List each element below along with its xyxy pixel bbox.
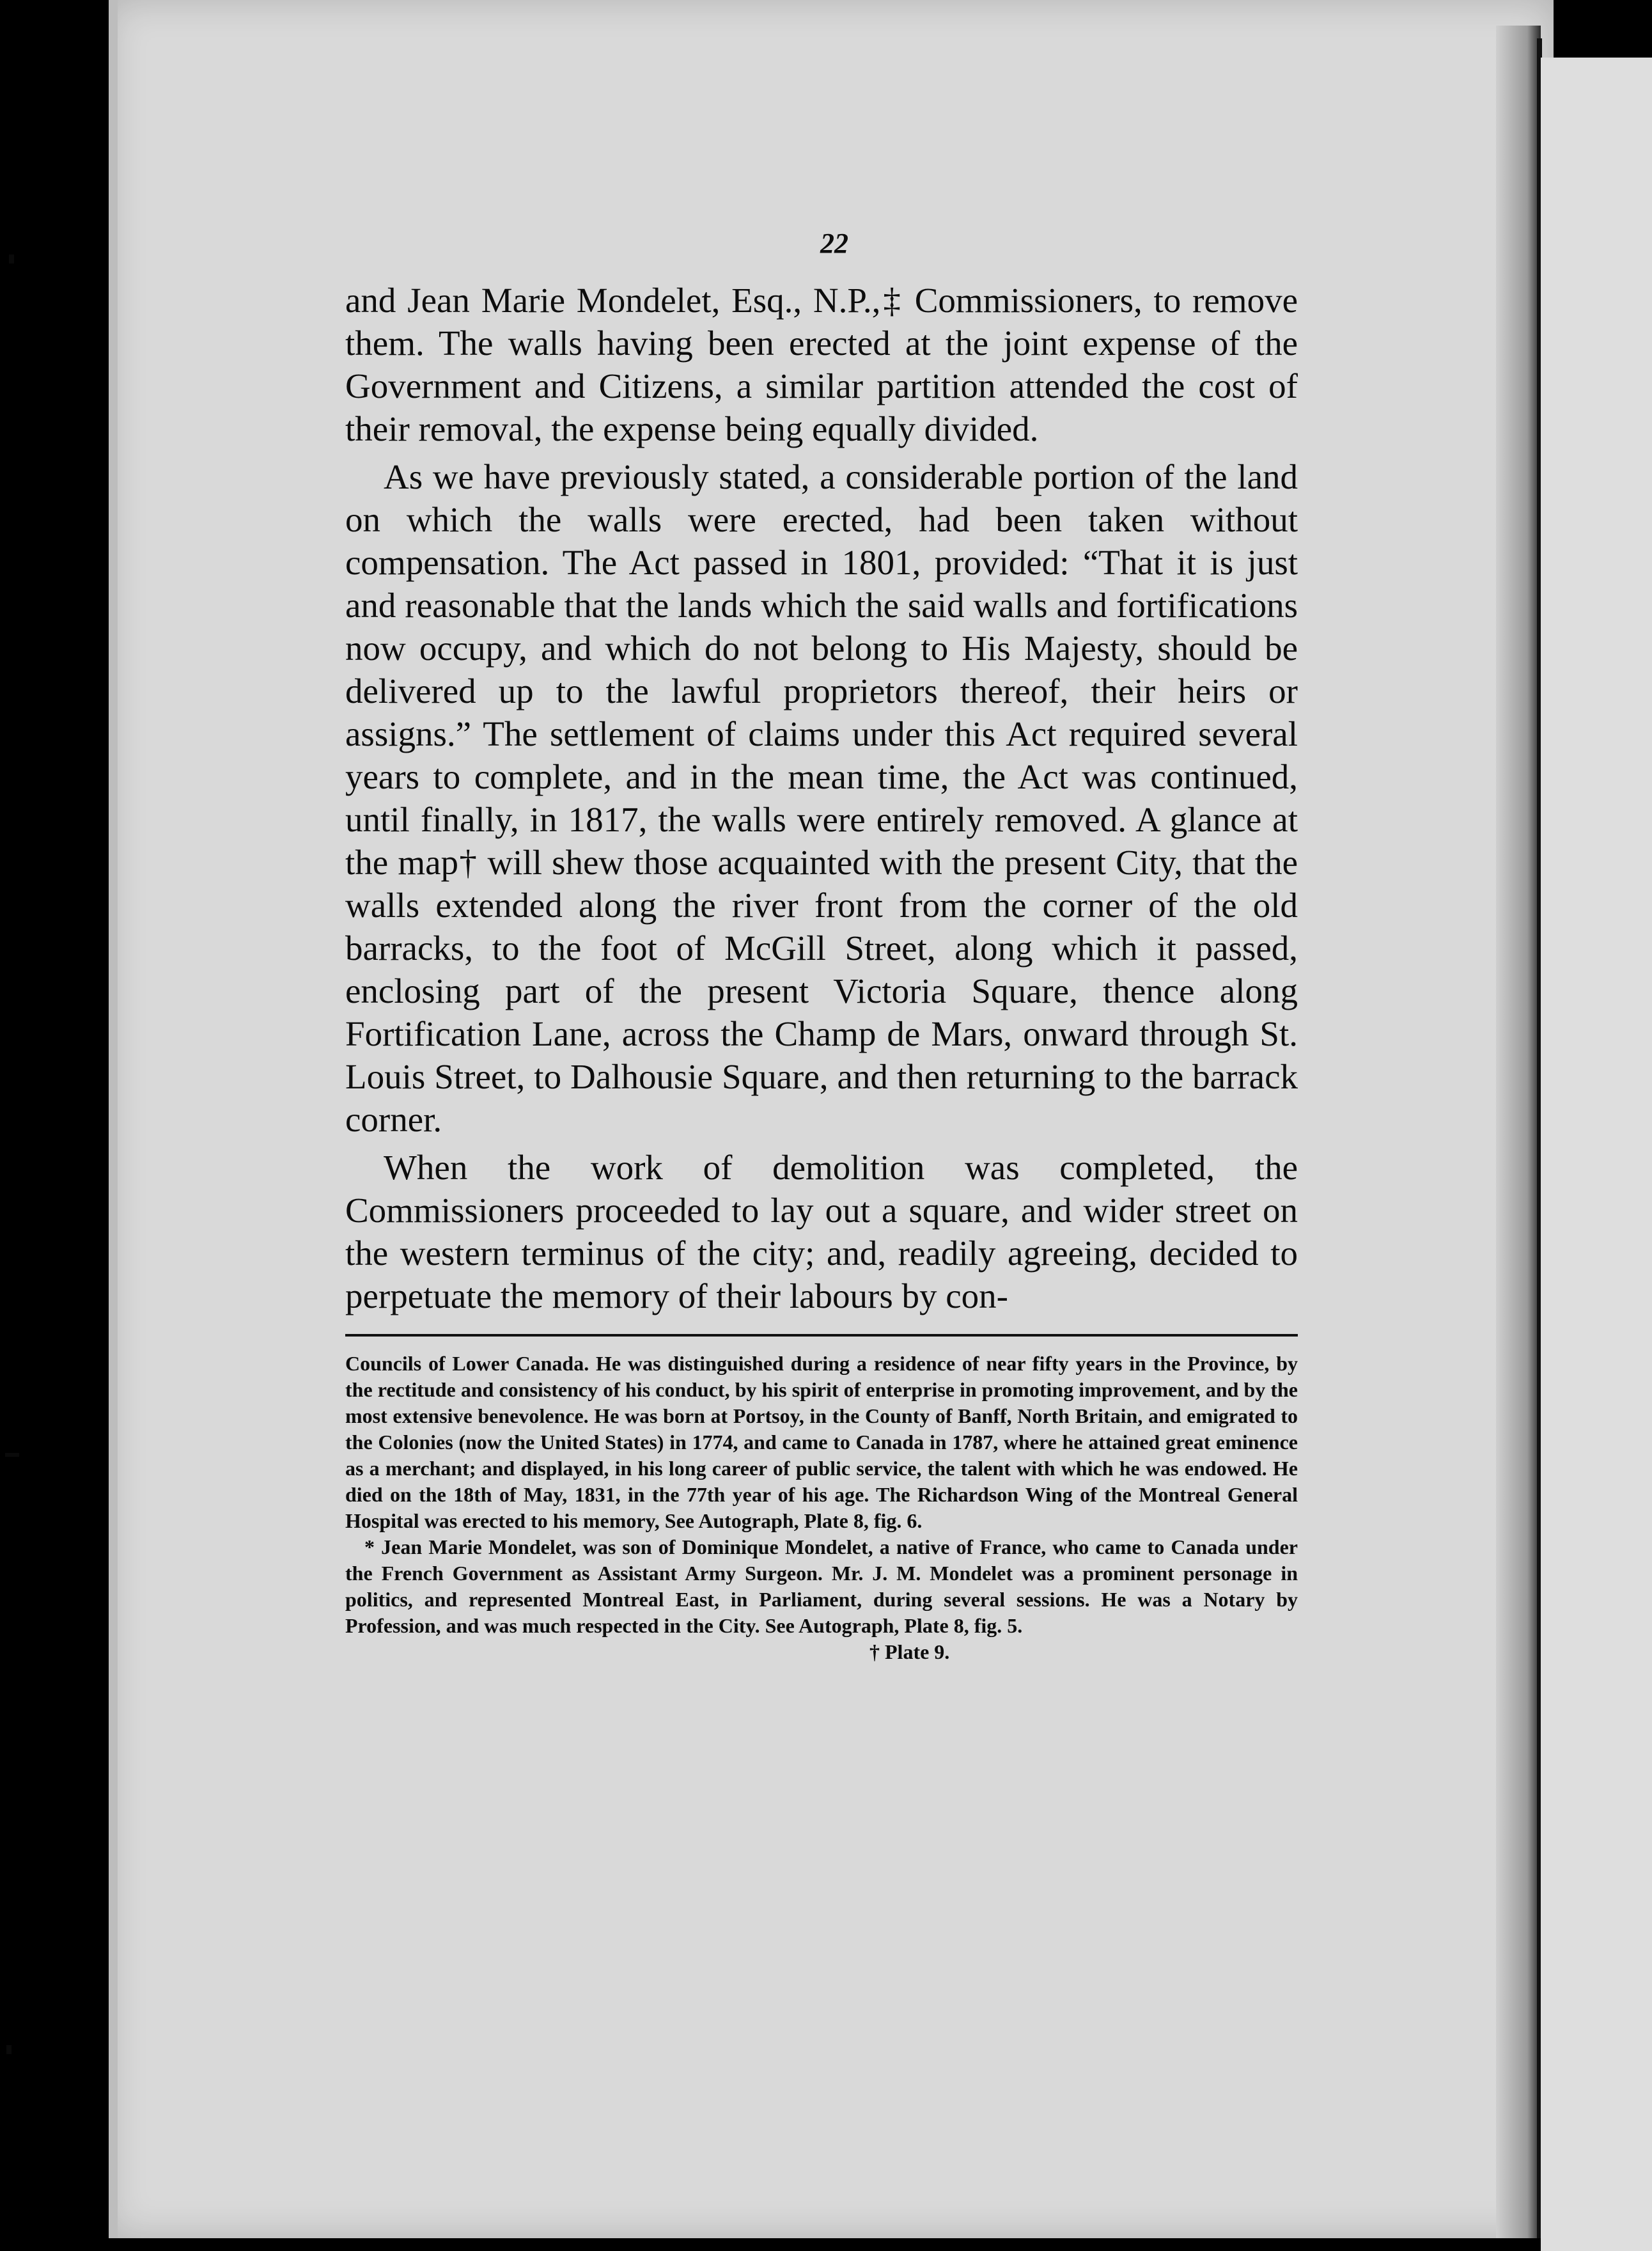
scan-speck	[6, 2045, 12, 2054]
scan-speck	[9, 255, 14, 263]
page-number: 22	[820, 228, 848, 259]
binding-gutter	[1496, 26, 1541, 2238]
footnote-rule	[345, 1334, 1298, 1337]
body-paragraph: As we have previously stated, a considerable portion of the land on which the walls were erected, had been taken without compensation. The Act passed in 1801, provided: “That it is just and reasonable that the lands which the said walls and fortifications now occupy, and which do not belong to His Majesty, should be delivered up to the lawful proprietors thereof, their heirs or assigns.” The settlement of claims under this Act required several years to complete, and in the mean time, the Act was continued, until finally, in 1817, the walls were entirely removed. A glance at the map† will shew those acquainted with the present City, that the walls extended along the river front from the corner of the old barracks, to the foot of McGill Street, along which it passed, enclosing part of the present Victoria Square, thence along Fortification Lane, across the Champ de Mars, onward through St. Louis Street, to Dalhousie Square, and then returning to the barrack corner.	[345, 457, 1298, 1139]
scan-speck	[5, 1453, 19, 1457]
facing-page-edge	[1541, 58, 1652, 2251]
footnote-mondelet: * Jean Marie Mondelet, was son of Dominique Mondelet, a native of France, who came to Canada under the French Government as Assistant Army Surgeon. Mr. J. M. Mondelet was a prominent personage in politics, and represented Montreal East, in Parliament, during several sessions. He was a Notary by Profession, and was much respected in the City. See Autograph, Plate 8, fig. 5.	[345, 1535, 1298, 1637]
footnote-plate: † Plate 9.	[869, 1640, 950, 1663]
page-text	[345, 227, 1298, 1665]
footnote-richardson: Councils of Lower Canada. He was distinguished during a residence of near fifty years in the Province, by the rectitude and consistency of his conduct, by his spirit of enterprise in promoting improvement, and by the most extensive benevolence. He was born at Portsoy, in the County of Banff, North Britain, and emigrated to the Colonies (now the United States) in 1774, and came to Canada in 1787, where he attained great eminence as a merchant; and displayed, in his long career of public service, the talent with which he was endowed. He died on the 18th of May, 1831, in the 77th year of his age. The Richardson Wing of the Montreal General Hospital was erected to his memory, See Autograph, Plate 8, fig. 6.	[345, 1352, 1298, 1532]
body-paragraph: and Jean Marie Mondelet, Esq., N.P.,‡ Commissioners, to remove them. The walls having been erected at the joint expense of the Government and Citizens, a similar partition attended the cost of their removal, the expense being equally divided.	[345, 281, 1298, 448]
body-paragraph: When the work of demolition was completed, the Commissioners proceeded to lay out a square, and wider street on the western terminus of the city; and, readily agreeing, decided to perpetuate the memory of their labours by con-	[345, 1148, 1298, 1315]
page-left-edge	[109, 0, 118, 2238]
